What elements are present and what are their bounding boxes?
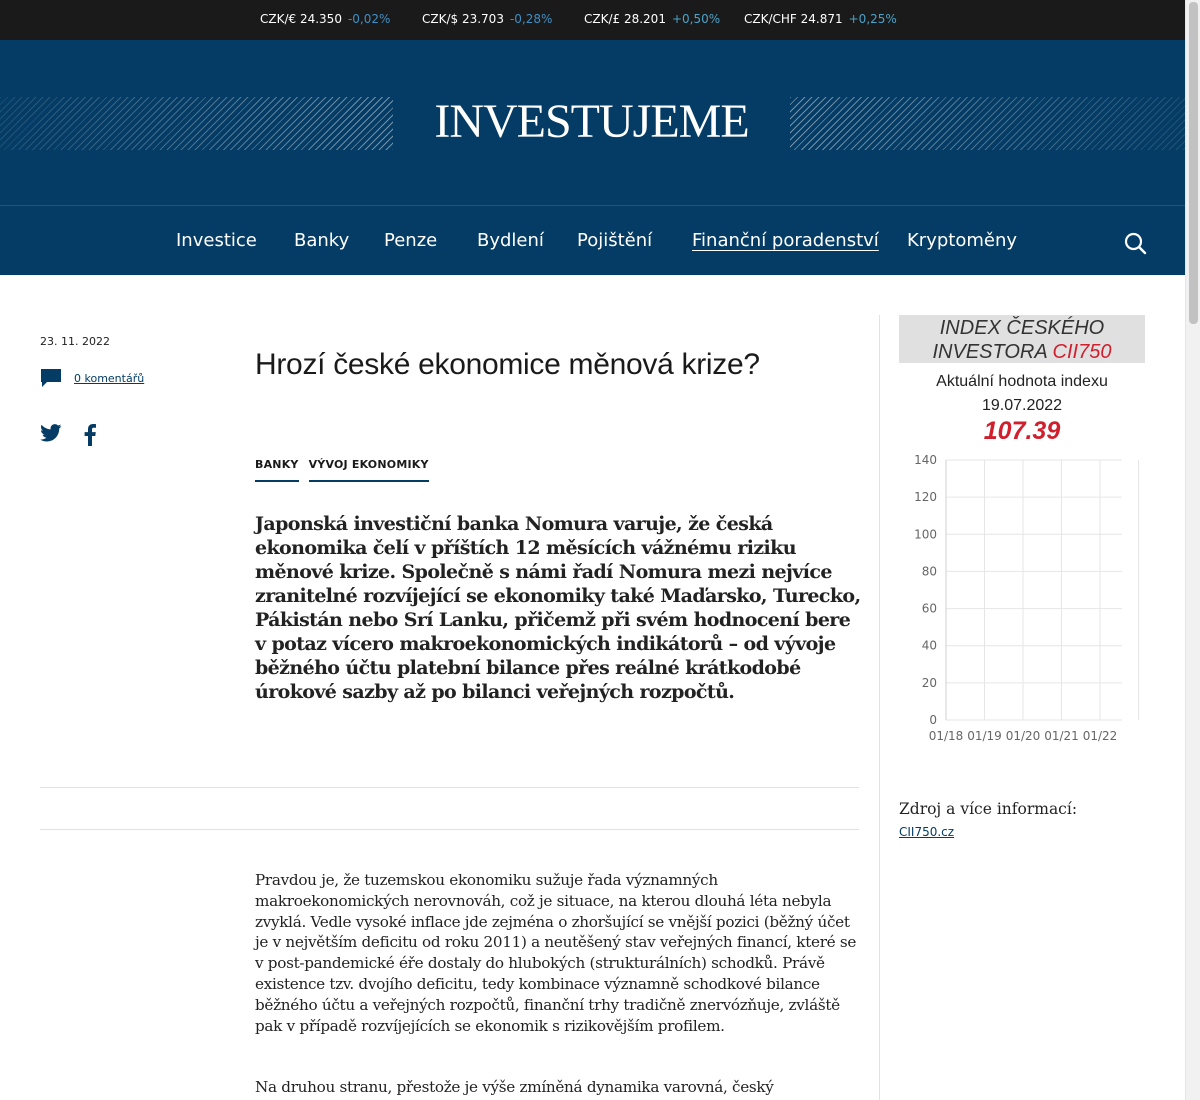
ticker-change: -0,28% (509, 12, 553, 26)
chart-grid (946, 460, 1139, 720)
facebook-icon[interactable] (84, 424, 96, 446)
chart-x-ticks (929, 729, 1118, 743)
x-tick-label: 01/21 (1044, 729, 1079, 743)
ticker-change: -0,02% (347, 12, 391, 26)
nav-item-financni-poradenstvi[interactable]: Finanční poradenství (692, 230, 879, 251)
nav-item-banky[interactable]: Banky (294, 230, 350, 251)
ticker-change: +0,25% (848, 12, 897, 26)
search-icon[interactable] (1123, 231, 1147, 255)
x-tick-label: 01/18 (928, 729, 964, 743)
y-tick-label: 120 (914, 490, 937, 505)
decorative-hatch (0, 97, 393, 150)
comments-link[interactable] (40, 368, 144, 388)
comment-icon (40, 368, 62, 388)
current-value-label: Aktuální hodnota indexu (936, 373, 1108, 390)
x-tick-label: 01/22 (1082, 729, 1118, 743)
ticker-item (260, 12, 390, 26)
site-logo[interactable]: INVESTUJEME (434, 95, 749, 148)
current-index-value: 107.39 (983, 417, 1061, 445)
ticker-pair: CZK/CHF 24.871 (744, 12, 843, 26)
widget-title-text: INDEX ČESKÉHO INVESTORA (932, 317, 1105, 363)
article-lead: Japonská investiční banka Nomura varuje, že česká ekonomika čelí v příštích 12 měsících vážnému riziku měnové krize. Společně s námi řadí Nomura mezi nejvíce zranitelné rozvíjející se ekonomiky také Maďarsko, Turecko, Pákistán nebo Srí Lanku, přičemž při svém hodnocení bere v potaz vícero makroekonomických indikátorů – od vývoje běžného účtu platební bilance přes reálné krátkodobé úrokové sazby až po bilanci veřejných rozpočtů. (255, 513, 861, 703)
decorative-hatch (790, 97, 1185, 150)
tag-vyvoj-ekonomiky[interactable]: VÝVOJ EKONOMIKY (309, 458, 429, 482)
ticker-item (744, 12, 897, 26)
ticker-pair: CZK/$ 23.703 (422, 12, 504, 26)
y-tick-label: 60 (921, 601, 937, 616)
current-value-date: 19.07.2022 (981, 397, 1063, 414)
y-tick-label: 20 (921, 675, 937, 690)
divider (40, 829, 859, 830)
nav-item-investice[interactable]: Investice (176, 230, 257, 251)
index-widget-title (899, 315, 1145, 363)
article-paragraph: Pravdou je, že tuzemskou ekonomiku sužuje řada významných makroekonomických nerovnováh, což je situace, na kterou dlouhá léta nebyla zvyklá. Vedle vysoké inflace jde zejména o zhoršující se vnější pozici (běžný účet je v největším deficitu od roku 2011) a neutěšený stav veřejných financí, které se v post-pandemické éře dostaly do hlubokých (strukturálních) schodků. Právě existence tzv. dvojího deficitu, tedy kombinace významně schodkové bilance běžného účtu a veřejných rozpočtů, finanční trhy tradičně znervózňuje, zvláště pak v případě rozvíjejících se ekonomik s rizikovějším profilem. (255, 871, 857, 1035)
ticker-item (422, 12, 552, 26)
source-link[interactable]: CII750.cz (899, 825, 955, 839)
share-buttons (40, 424, 96, 446)
comments-count[interactable]: 0 komentářů (74, 371, 145, 385)
article-paragraph: Na druhou stranu, přestože je výše zmíněná dynamika varovná, český (255, 1078, 774, 1096)
y-tick-label: 140 (914, 453, 937, 467)
index-chart (899, 448, 1145, 748)
x-tick-label: 01/20 (1005, 729, 1041, 743)
nav-item-bydleni[interactable]: Bydlení (477, 230, 544, 251)
tag-banky[interactable]: BANKY (255, 458, 299, 482)
scrollbar-thumb[interactable] (1189, 2, 1198, 324)
page-scrollbar[interactable] (1185, 0, 1200, 1100)
widget-title-code: CII750 (1052, 341, 1112, 363)
nav-item-penze[interactable]: Penze (384, 230, 438, 251)
nav-item-kryptomeny[interactable]: Kryptoměny (907, 230, 1018, 251)
sidebar-divider (879, 315, 880, 1100)
twitter-icon[interactable] (40, 424, 62, 442)
ticker-pair: CZK/£ 28.201 (584, 12, 666, 26)
masthead (0, 40, 1185, 205)
y-tick-label: 40 (921, 638, 937, 653)
y-tick-label: 80 (921, 564, 937, 579)
article-tags (255, 458, 429, 482)
ticker-change: +0,50% (671, 12, 721, 26)
article-date: 23. 11. 2022 (40, 335, 110, 348)
main-nav (0, 205, 1185, 275)
y-tick-label: 0 (929, 713, 937, 727)
divider (40, 787, 859, 788)
x-tick-label: 01/19 (967, 729, 1002, 743)
ticker-item (584, 12, 720, 26)
ticker-pair: CZK/€ 24.350 (260, 12, 342, 26)
article-title: Hrozí české ekonomice měnová krize? (255, 348, 760, 381)
nav-item-pojisteni[interactable]: Pojištění (577, 230, 653, 251)
chart-y-ticks (914, 453, 937, 727)
source-label: Zdroj a více informací: (899, 800, 1078, 818)
currency-ticker (0, 0, 1185, 40)
y-tick-label: 100 (914, 527, 937, 542)
